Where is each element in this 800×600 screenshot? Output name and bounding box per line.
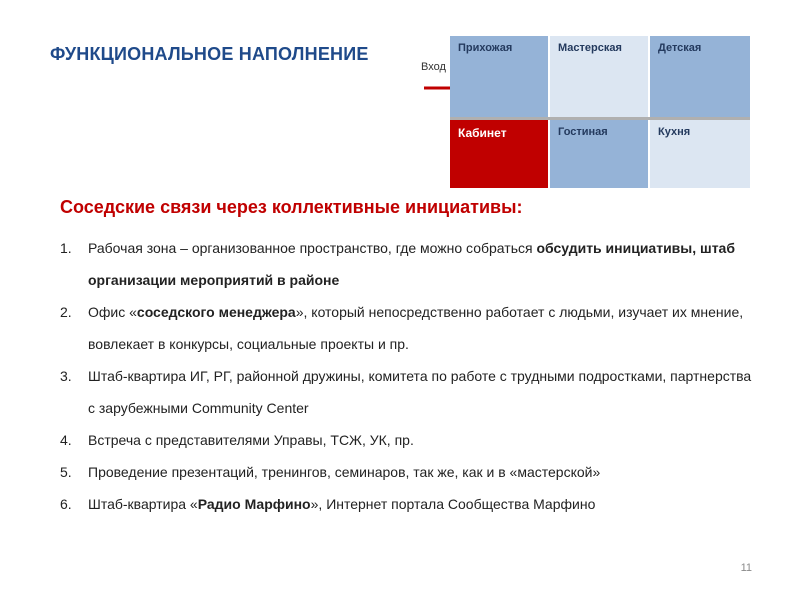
list-item: [60, 296, 760, 360]
section-heading: Соседские связи через коллективные инициативы:: [60, 197, 523, 217]
list-item: [60, 360, 760, 424]
item-text-end: », Интернет портала Сообщества Марфино: [310, 496, 596, 512]
item-text: Штаб-квартира ИГ, РГ, районной дружины, комитета по работе с трудными подростками, партнерства с зарубежными Community Center: [88, 368, 752, 416]
item-number: 6.: [60, 496, 72, 512]
item-bold-text: Радио Марфино: [197, 496, 311, 512]
item-number: 1.: [60, 240, 72, 256]
list-item: [60, 456, 760, 488]
room-living: Гостиная: [550, 120, 648, 188]
room-workshop: Мастерская: [550, 36, 648, 117]
item-bold-text: соседского менеджера: [136, 304, 296, 320]
entry-label: Вход: [421, 61, 446, 73]
item-text-end: », который непосредственно работает с людьми, изучает их мнение, вовлекает в конкурсы, социальные проекты и пр.: [88, 304, 744, 352]
initiatives-list: [60, 232, 760, 520]
page-number: 11: [740, 562, 752, 574]
item-number: 5.: [60, 464, 72, 480]
item-bold-text: обсудить инициативы, штаб организации мероприятий в районе: [88, 240, 735, 288]
list-item: [60, 424, 760, 456]
item-number: 2.: [60, 304, 72, 320]
room-office: Кабинет: [450, 120, 548, 188]
item-number: 3.: [60, 368, 72, 384]
room-kids: Детская: [650, 36, 750, 117]
item-text: Рабочая зона – организованное пространство, где можно собраться: [88, 240, 537, 256]
item-text: Штаб-квартира «: [88, 496, 198, 512]
list-item: [60, 232, 760, 296]
page-title: ФУНКЦИОНАЛЬНОЕ НАПОЛНЕНИЕ: [50, 44, 369, 64]
room-kitchen: Кухня: [650, 120, 750, 188]
item-text: Проведение презентаций, тренингов, семинаров, так же, как и в «мастерской»: [88, 464, 601, 480]
list-item: [60, 488, 760, 520]
item-number: 4.: [60, 432, 72, 448]
room-hallway: Прихожая: [450, 36, 548, 117]
floor-plan: [450, 36, 750, 188]
item-text: Офис «: [88, 304, 137, 320]
item-text: Встреча с представителями Управы, ТСЖ, УК, пр.: [88, 432, 414, 448]
